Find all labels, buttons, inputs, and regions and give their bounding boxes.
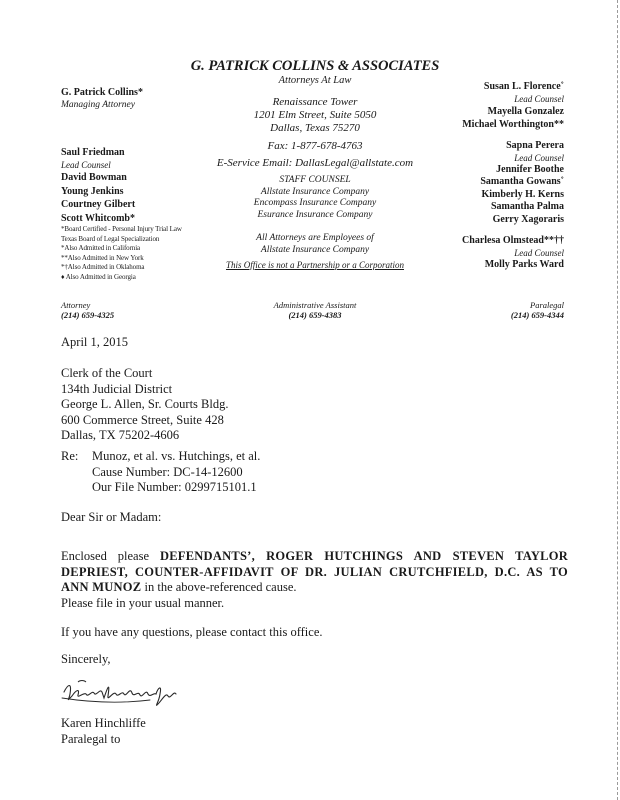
footnote: *†Also Admitted in Oklahoma bbox=[61, 263, 145, 271]
paragraph-questions: If you have any questions, please contact this office. bbox=[61, 625, 323, 639]
right-attorney-column bbox=[420, 81, 564, 271]
attorney-name: Michael Worthington** bbox=[462, 119, 564, 130]
fax-number: Fax: 1-877-678-4763 bbox=[267, 140, 363, 152]
footnote: *Board Certified - Personal Injury Trial Law bbox=[61, 225, 182, 233]
footnote: **Also Admitted in New York bbox=[61, 253, 144, 262]
staff-counsel-line: Esurance Insurance Company bbox=[257, 209, 373, 220]
page-edge-line bbox=[616, 0, 618, 800]
attorney-name: Mayella Gonzalez bbox=[487, 106, 564, 117]
employees-line: Allstate Insurance Company bbox=[260, 244, 370, 255]
lead-counsel-label: Lead Counsel bbox=[514, 247, 564, 258]
re-line: Our File Number: 0299715101.1 bbox=[92, 480, 257, 494]
re-block bbox=[92, 449, 260, 496]
attorney-contact bbox=[61, 300, 211, 320]
attorney-name: Sapna Perera bbox=[506, 140, 564, 151]
attorney-name: David Bowman bbox=[61, 172, 127, 183]
attorney-name: Saul Friedman bbox=[61, 147, 125, 158]
attorney-name: Charlesa Olmstead**†† bbox=[462, 235, 564, 246]
recipient-line: 600 Commerce Street, Suite 428 bbox=[61, 412, 224, 427]
attorney-name: Susan L. Florence˚ bbox=[483, 81, 564, 92]
salutation: Dear Sir or Madam: bbox=[61, 510, 162, 524]
left-attorney-column bbox=[61, 87, 211, 282]
recipient-line: George L. Allen, Sr. Courts Bldg. bbox=[61, 397, 229, 411]
disclaimer: This Office is not a Partnership or a Corporation bbox=[225, 260, 404, 270]
employees-line: All Attorneys are Employees of bbox=[256, 233, 374, 243]
contact-phone: (214) 659-4325 bbox=[61, 310, 115, 320]
footnote: Texas Board of Legal Specialization bbox=[61, 234, 160, 243]
staff-counsel-line: STAFF COUNSEL bbox=[279, 175, 351, 185]
contact-phone: (214) 659-4383 bbox=[288, 310, 342, 320]
address-line: 1201 Elm Street, Suite 5050 bbox=[253, 109, 377, 121]
firm-name: G. PATRICK COLLINS & ASSOCIATES bbox=[190, 58, 440, 74]
lead-counsel-label: Lead Counsel bbox=[61, 159, 111, 170]
admin-contact bbox=[230, 300, 400, 320]
signature-image bbox=[58, 668, 198, 714]
paragraph-enclosed bbox=[61, 549, 568, 596]
re-label: Re: bbox=[61, 449, 79, 463]
attorney-name: Jennifer Boothe bbox=[496, 163, 564, 175]
contact-label: Attorney bbox=[61, 300, 91, 310]
recipient-line: Dallas, TX 75202-4606 bbox=[61, 428, 180, 442]
lead-counsel-label: Lead Counsel bbox=[514, 152, 564, 163]
managing-attorney-title: Managing Attorney bbox=[61, 100, 135, 110]
recipient-address bbox=[61, 366, 228, 444]
attorney-name: Scott Whitcomb* bbox=[61, 212, 135, 224]
paragraph-intro: Enclosed please bbox=[61, 549, 160, 563]
firm-subtitle: Attorneys At Law bbox=[278, 75, 352, 86]
managing-attorney-name: G. Patrick Collins* bbox=[61, 87, 143, 98]
paragraph-tail: in the above-referenced cause. bbox=[141, 580, 297, 594]
signer-title: Paralegal to bbox=[61, 732, 121, 746]
address-line: Dallas, Texas 75270 bbox=[270, 122, 360, 134]
service-email: E-Service Email: DallasLegal@allstate.com bbox=[216, 157, 414, 169]
attorney-name: Samantha Palma bbox=[490, 201, 564, 212]
footnote: ♦ Also Admitted in Georgia bbox=[61, 272, 136, 281]
document-title: DEFENDANTS’, ROGER HUTCHINGS AND STEVEN TAYLOR DEPRIEST, COUNTER-AFFIDAVIT OF DR. JULIAN CRUTCHFIELD, D.C. AS TO ANN MUNOZ bbox=[61, 549, 568, 594]
attorney-name: Kimberly H. Kerns bbox=[481, 188, 564, 200]
re-line: Cause Number: DC-14-12600 bbox=[92, 464, 243, 479]
closing: Sincerely, bbox=[61, 652, 111, 666]
signer-name: Karen Hinchliffe bbox=[61, 716, 146, 730]
paragraph-file: Please file in your usual manner. bbox=[61, 596, 225, 610]
attorney-name: Molly Parks Ward bbox=[484, 258, 564, 270]
paralegal-contact bbox=[430, 300, 564, 320]
attorney-name: Young Jenkins bbox=[61, 185, 124, 197]
attorney-name: Samantha Gowans˚ bbox=[480, 176, 564, 187]
letter-date: April 1, 2015 bbox=[61, 335, 129, 349]
re-line: Munoz, et al. vs. Hutchings, et al. bbox=[92, 449, 261, 463]
recipient-line: 134th Judicial District bbox=[61, 381, 173, 396]
staff-counsel-line: Allstate Insurance Company bbox=[260, 186, 370, 197]
address-line: Renaissance Tower bbox=[272, 96, 358, 108]
attorney-name: Gerry Xagoraris bbox=[492, 213, 564, 225]
staff-counsel-line: Encompass Insurance Company bbox=[253, 198, 377, 208]
contact-label: Administrative Assistant bbox=[273, 300, 357, 310]
lead-counsel-label: Lead Counsel bbox=[514, 93, 564, 104]
contact-label: Paralegal bbox=[530, 300, 564, 310]
contact-phone: (214) 659-4344 bbox=[510, 310, 564, 320]
footnote: *Also Admitted in California bbox=[61, 244, 141, 252]
attorney-name: Courtney Gilbert bbox=[61, 199, 136, 210]
recipient-line: Clerk of the Court bbox=[61, 366, 153, 380]
